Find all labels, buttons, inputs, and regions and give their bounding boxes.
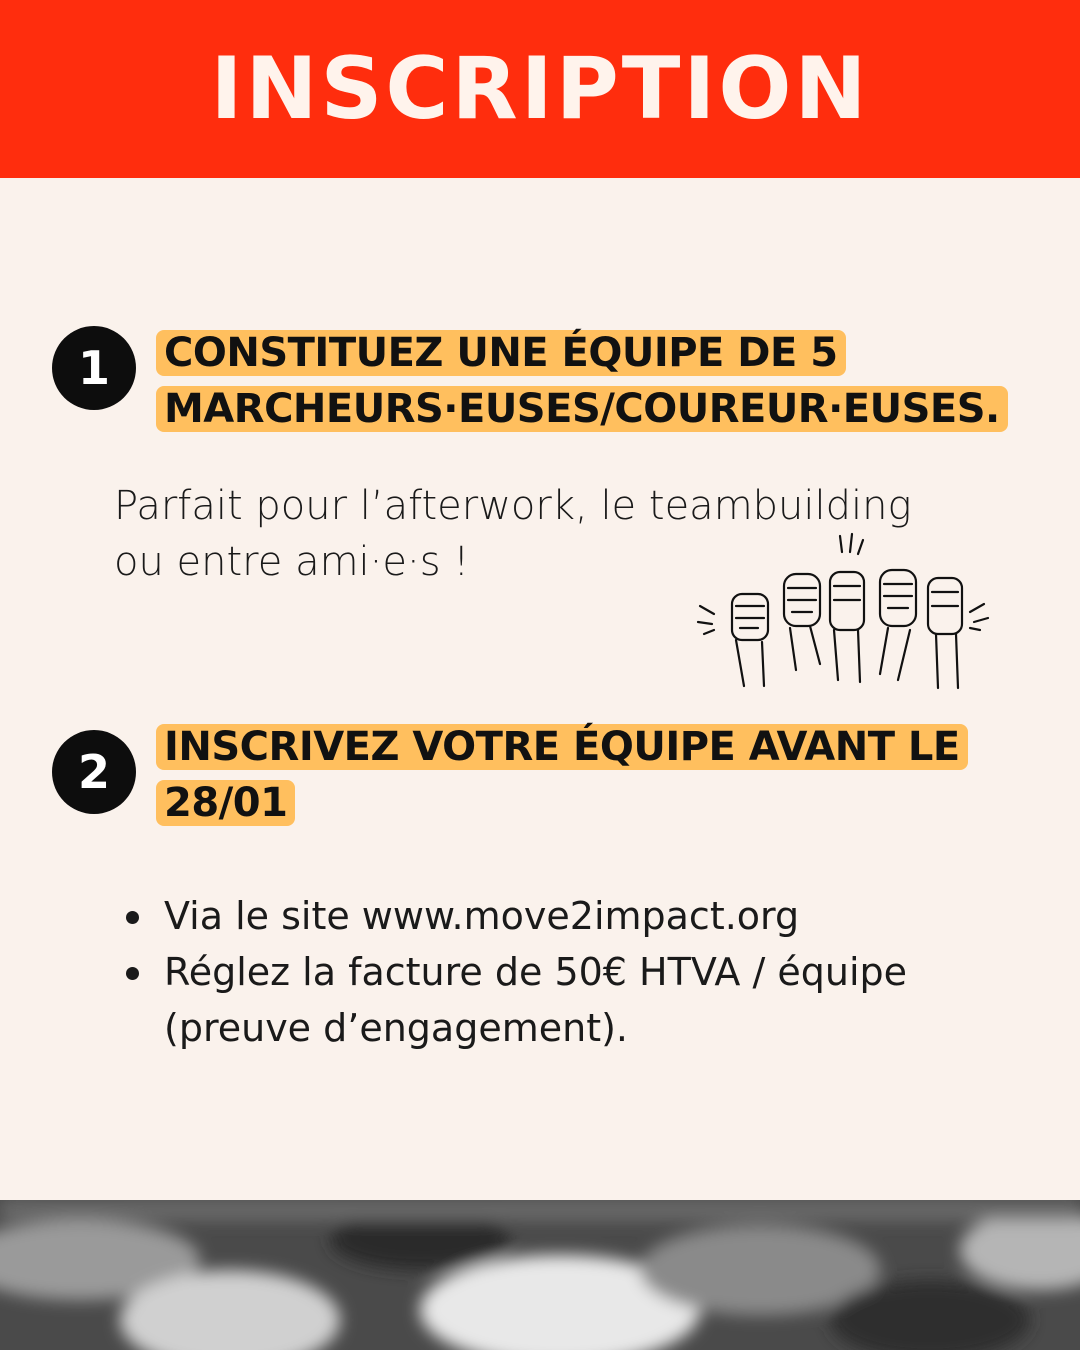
step-2-number-badge: 2 xyxy=(52,730,136,814)
step-1-title xyxy=(156,325,1036,437)
list-item: Via le site www.move2impact.org xyxy=(116,888,1016,944)
raised-fists-icon xyxy=(692,530,1002,690)
step-1-title-highlight: CONSTITUEZ UNE ÉQUIPE DE 5 MARCHEURS·EUSES/COUREUR·EUSES. xyxy=(156,330,1008,432)
step-2-title-highlight: INSCRIVEZ VOTRE ÉQUIPE AVANT LE 28/01 xyxy=(156,724,968,826)
header-banner xyxy=(0,0,1080,178)
step-1-text: Parfait pour l’afterwork, le teambuilding ou entre ami·e·s ! xyxy=(114,483,912,585)
step-1-number-badge: 1 xyxy=(52,326,136,410)
step-2-title xyxy=(156,719,976,831)
step-2-bullet-list xyxy=(116,888,1016,1056)
runners-photo xyxy=(0,1200,1080,1350)
list-item: Réglez la facture de 50€ HTVA / équipe (preuve d’engagement). xyxy=(116,944,1016,1056)
page-title: INSCRIPTION xyxy=(210,39,870,139)
